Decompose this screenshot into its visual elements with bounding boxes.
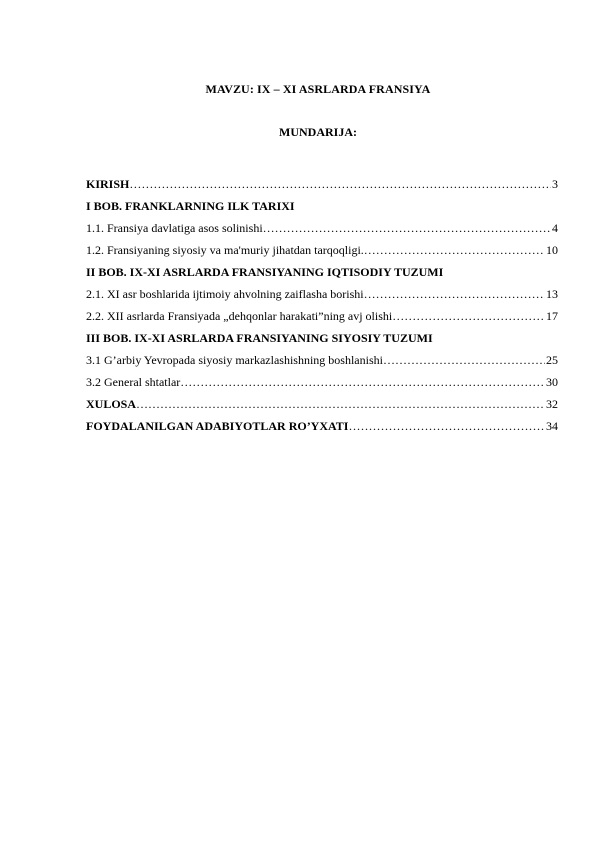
- toc-leader: [348, 415, 545, 437]
- toc-leader: [383, 349, 545, 371]
- toc-label: 1.1. Fransiya davlatiga asos solinishi: [86, 221, 263, 235]
- toc-label: KIRISH: [86, 177, 130, 191]
- toc-row-3-2: [86, 371, 558, 393]
- toc-leader: [136, 393, 545, 415]
- document-topic: MAVZU: IX – XI ASRLARDA FRANSIYA: [205, 82, 431, 96]
- toc-page-number: 34: [546, 419, 558, 433]
- toc-row-2-1: [86, 283, 558, 305]
- toc-label: 3.2 General shtatlar: [86, 375, 181, 389]
- toc-leader: [180, 371, 545, 393]
- toc-row-2-2: [86, 305, 558, 327]
- toc-row-bibliography: [86, 415, 558, 437]
- toc-row-3-1: [86, 349, 558, 371]
- toc-label: 2.1. XI asr boshlarida ijtimoiy ahvolning zaiflasha borishi: [86, 287, 364, 301]
- toc-page-number: 30: [546, 375, 558, 389]
- toc-page-number: 17: [546, 309, 558, 323]
- toc-label: 1.2. Fransiyaning siyosiy va ma'muriy jihatdan tarqoqligi.: [86, 243, 364, 257]
- toc-row-chapter-2: [86, 261, 558, 283]
- toc-label: FOYDALANILGAN ADABIYOTLAR RO’YXATI: [86, 419, 349, 433]
- toc-page-number: 13: [546, 287, 558, 301]
- toc-row-chapter-1: [86, 195, 558, 217]
- toc-label: III BOB. IX-XI ASRLARDA FRANSIYANING SIYOSIY TUZUMI: [86, 331, 433, 345]
- toc-row-chapter-3: [86, 327, 558, 349]
- toc-row-1-1: [86, 217, 558, 239]
- toc-page-number: 10: [546, 243, 558, 257]
- toc-leader: [364, 283, 545, 305]
- toc-page-number: 3: [552, 177, 558, 191]
- toc-leader: [364, 239, 545, 261]
- toc-label: I BOB. FRANKLARNING ILK TARIXI: [86, 199, 295, 213]
- toc-label: XULOSA: [86, 397, 137, 411]
- toc-row-1-2: [86, 239, 558, 261]
- toc-page-number: 25: [546, 353, 558, 367]
- table-of-contents: [86, 173, 558, 437]
- toc-label: II BOB. IX-XI ASRLARDA FRANSIYANING IQTISODIY TUZUMI: [86, 265, 444, 279]
- toc-page-number: 4: [552, 221, 558, 235]
- toc-label: 3.1 G’arbiy Yevropada siyosiy markazlashishning boshlanishi: [86, 353, 383, 367]
- toc-row-kirish: [86, 173, 558, 195]
- toc-page-number: 32: [546, 397, 558, 411]
- toc-label: 2.2. XII asrlarda Fransiyada „dehqonlar harakati”ning avj olishi: [86, 309, 393, 323]
- toc-leader: [129, 173, 551, 195]
- toc-leader: [263, 217, 551, 239]
- toc-row-xulosa: [86, 393, 558, 415]
- contents-title: MUNDARIJA:: [279, 125, 357, 139]
- toc-leader: [392, 305, 545, 327]
